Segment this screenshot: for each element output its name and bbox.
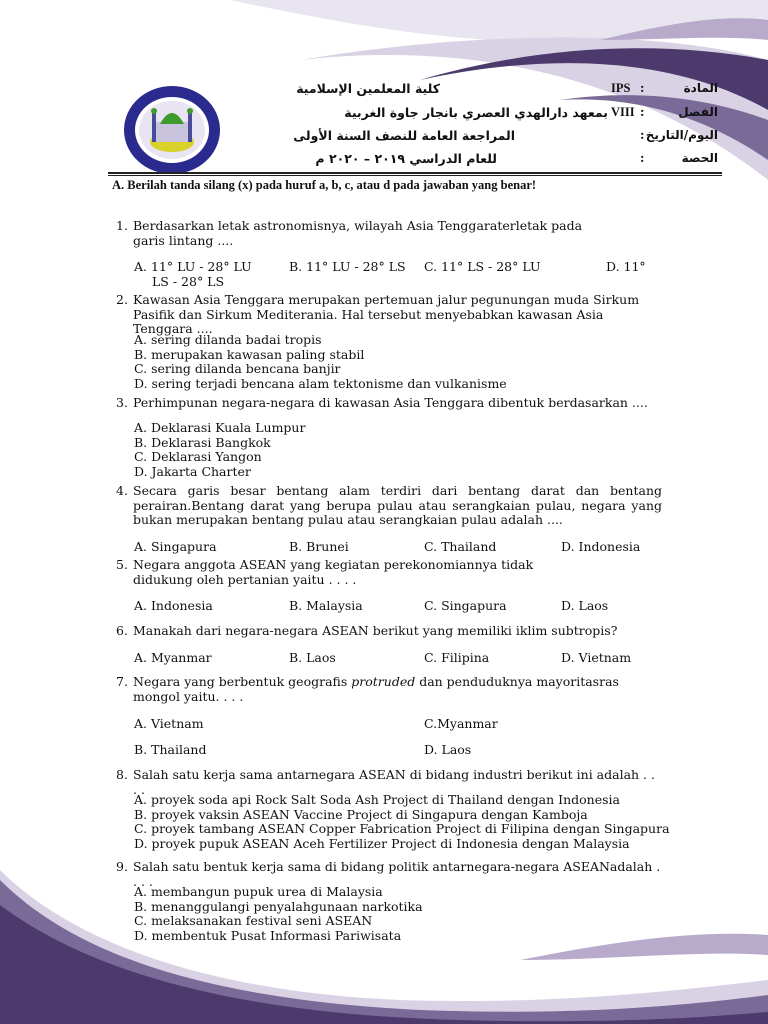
header-divider [108,172,722,174]
option-a[interactable]: A. membangun pupuk urea di Malaysia [134,884,383,899]
options-list [134,421,305,479]
options-row [134,259,664,275]
option-d[interactable]: D. Laos [424,742,472,757]
option-c[interactable]: C.Myanmar [424,716,498,731]
question-number: 3. [116,395,128,410]
option-d[interactable]: D. proyek pupuk ASEAN Aceh Fertilizer Project di Indonesia dengan Malaysia [134,835,630,851]
class-label: الفصل [678,105,718,119]
question-stem: Secara garis besar bentang alam terdiri dari bentang darat dan bentang perairan.Bentang darat yang berupa pulau atau serangkaian pulau, negara yang bukan merupakan bentang pulau atau serangkaian pulau adalah .... [133,483,662,527]
stem-emphasis: protruded [351,674,416,689]
question-stem: Perhimpunan negara-negara di kawasan Asia Tenggara dibentuk berdasarkan .... [133,395,648,410]
option-d[interactable]: D. Indonesia [561,539,641,554]
colon: : [640,105,645,119]
options-row [134,716,664,732]
stem-text: Negara yang berbentuk geografis [133,674,352,689]
option-a[interactable]: A. 11° LU - 28° LU [134,259,252,274]
option-d[interactable]: D. Jakarta Charter [134,463,251,479]
institution-line-3: المراجعة العامة للنصف السنة الأولى [293,128,515,143]
option-c[interactable]: C. Filipina [424,650,490,665]
options-row [134,742,664,758]
question-number: 8. [116,767,128,782]
institution-line-1: كلية المعلمين الإسلامية [296,81,440,96]
section-instruction: A. Berilah tanda silang (x) pada huruf a, b, c, atau d pada jawaban yang benar! [112,178,537,192]
option-a[interactable]: A. Vietnam [134,716,204,731]
stem-text: dan penduduknya mayoritasras mongol yaitu. . . . [133,674,619,704]
option-b[interactable]: B. Laos [289,650,336,665]
option-a[interactable]: A. Indonesia [134,598,213,613]
option-c[interactable]: C. melaksanakan festival seni ASEAN [134,913,373,929]
subject-label: المادة [683,81,718,95]
option-a[interactable]: A. sering dilanda badai tropis [134,332,322,347]
date-label: اليوم/التاريخ [645,128,718,142]
option-c[interactable]: C. Deklarasi Yangon [134,449,262,465]
options-row [134,539,664,555]
question-5 [116,558,662,587]
option-d[interactable]: D. sering terjadi bencana alam tektonisme dan vulkanisme [134,375,507,391]
question-number: 6. [116,623,128,638]
option-b[interactable]: B. Brunei [289,539,349,554]
option-d[interactable]: D. Vietnam [561,650,632,665]
institution-line-4: للعام الدراسي ٢٠١٩ – ٢٠٢٠ م [315,151,497,166]
option-b[interactable]: B. Deklarasi Bangkok [134,434,271,450]
option-d[interactable]: D. 11° [606,259,646,274]
option-c[interactable]: C. Singapura [424,598,507,613]
options-list [134,885,423,943]
question-2 [116,293,662,337]
header-divider [108,175,722,176]
option-b[interactable]: B. proyek vaksin ASEAN Vaccine Project di Singapura dengan Kamboja [134,806,588,822]
colon: : [640,128,645,142]
option-a[interactable]: A. Singapura [134,539,217,554]
option-d-continued: LS - 28° LS [152,274,225,289]
question-7 [116,675,662,704]
option-a[interactable]: A. Deklarasi Kuala Lumpur [134,420,306,435]
option-d[interactable]: D. Laos [561,598,609,613]
question-stem: Salah satu kerja sama antarnegara ASEAN di bidang industri berikut ini adalah . . . . [133,767,655,797]
question-stem: Berdasarkan letak astronomisnya, wilayah Asia Tenggaraterletak pada garis lintang .... [133,218,583,248]
period-label: الحصة [681,151,718,165]
colon: : [640,151,645,165]
question-stem [133,675,653,704]
question-number: 1. [116,218,128,233]
question-6 [116,624,662,639]
institution-line-2: بمعهد دارالهدي العصري بانجار جاوة الغربية [344,105,608,120]
option-a[interactable]: A. proyek soda api Rock Salt Soda Ash Project di Thailand dengan Indonesia [134,792,620,807]
options-row-wrap [134,274,664,290]
question-1 [116,219,662,248]
option-b[interactable]: B. menanggulangi penyalahgunaan narkotika [134,898,423,914]
options-row [134,598,664,614]
option-d[interactable]: D. membentuk Pusat Informasi Pariwisata [134,927,402,943]
question-number: 7. [116,674,128,689]
option-b[interactable]: B. merupakan kawasan paling stabil [134,346,365,362]
option-b[interactable]: B. 11° LU - 28° LS [289,259,406,274]
colon: : [640,81,645,95]
option-a[interactable]: A. Myanmar [134,650,212,665]
option-b[interactable]: B. Malaysia [289,598,363,613]
option-c[interactable]: C. sering dilanda bencana banjir [134,361,341,377]
question-number: 9. [116,859,128,874]
question-stem: Kawasan Asia Tenggara merupakan pertemuan jalur pegunungan muda Sirkum Pasifik dan Sirkum Mediterania. Hal tersebut menyebabkan kawasan Asia Tenggara .... [133,292,640,336]
question-number: 4. [116,483,128,498]
options-row [134,650,664,666]
question-stem: Manakah dari negara-negara ASEAN berikut yang memiliki iklim subtropis? [133,623,618,638]
question-4 [116,484,662,528]
option-c[interactable]: C. 11° LS - 28° LU [424,259,541,274]
option-c[interactable]: C. proyek tambang ASEAN Copper Fabrication Project di Filipina dengan Singapura [134,821,670,837]
school-logo [122,84,222,176]
class-value: VIII [611,105,635,119]
question-3 [116,396,662,411]
question-number: 5. [116,557,128,572]
question-number: 2. [116,292,128,307]
question-stem: Salah satu bentuk kerja sama di bidang politik antarnegara-negara ASEANadalah . . . . [133,859,661,889]
options-list [134,793,670,851]
subject-value: IPS [611,81,631,95]
question-stem: Negara anggota ASEAN yang kegiatan perekonomiannya tidak didukung oleh pertanian yaitu . . . . [133,557,534,587]
options-list [134,333,507,391]
option-b[interactable]: B. Thailand [134,742,207,757]
option-c[interactable]: C. Thailand [424,539,497,554]
